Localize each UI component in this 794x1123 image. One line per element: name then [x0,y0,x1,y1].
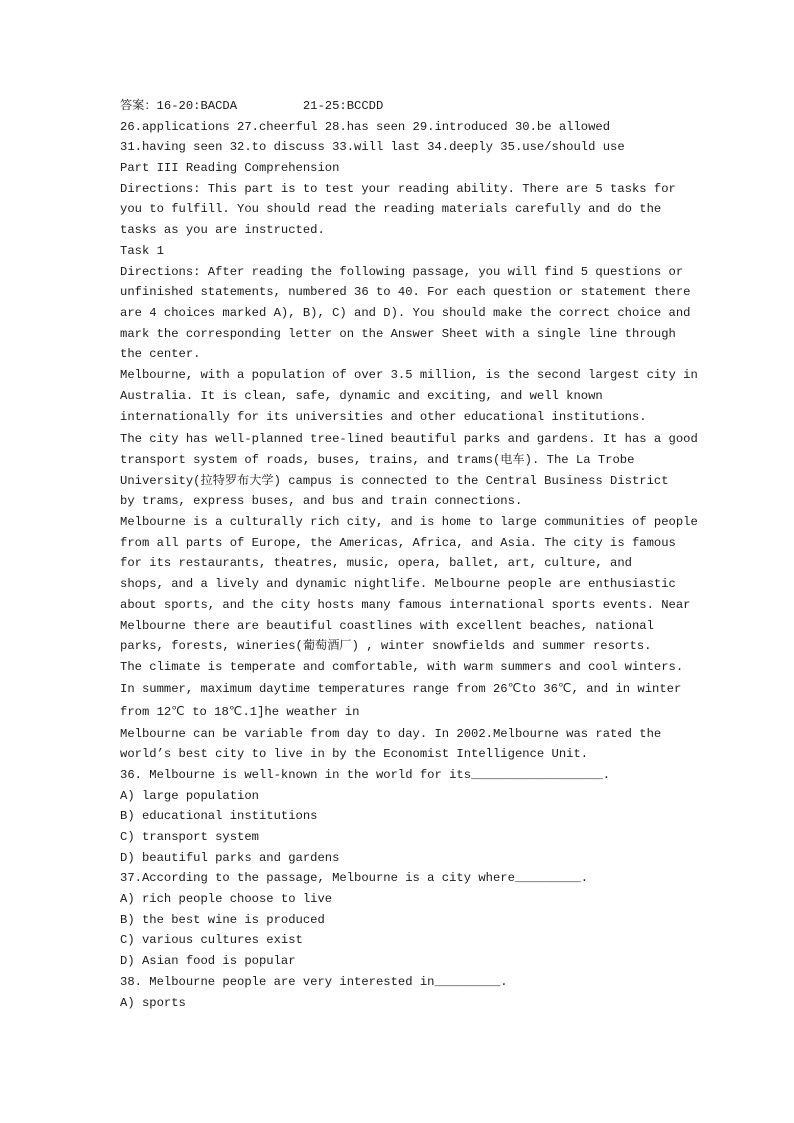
answer-key-line: 26.applications 27.cheerful 28.has seen 29.introduced 30.be allowed [120,119,611,134]
passage-text: internationally for its universities and other educational institutions. [120,410,647,425]
passage-text: Melbourne can be variable from day to day. In 2002.Melbourne was rated the [120,726,662,741]
answer-key-line: 31.having seen 32.to discuss 33.will last 34.deeply 35.use/should use [120,140,625,155]
passage-text: University(拉特罗布大学) campus is connected to the Central Business District [120,473,669,488]
passage-text: Melbourne, with a population of over 3.5 million, is the second largest city in [120,367,698,382]
task-heading: Task 1 [120,243,164,258]
passage-text: The city has well-planned tree-lined beautiful parks and gardens. It has a good [120,432,698,447]
task-directions: mark the corresponding letter on the Answer Sheet with a single line through [120,326,676,341]
passage-text: Australia. It is clean, safe, dynamic and exciting, and well known [120,388,603,403]
option-c: C) various cultures exist [120,933,303,948]
answer-key-line: 答案：16-20:BACDA 21-25:BCCDD [120,99,384,113]
passage-text: Melbourne there are beautiful coastlines with excellent beaches, national [120,618,654,633]
option-b: B) the best wine is produced [120,912,325,927]
passage-text: The climate is temperate and comfortable, with warm summers and cool winters. [120,659,684,674]
task-directions: unfinished statements, numbered 36 to 40. For each question or statement there [120,285,691,300]
passage-text: Melbourne is a culturally rich city, and is home to large communities of people [120,515,698,530]
passage-text: parks, forests, wineries(葡萄酒厂) , winter snowfields and summer resorts. [120,639,652,654]
task-directions: Directions: After reading the following passage, you will find 5 questions or [120,264,684,279]
passage-text: from all parts of Europe, the Americas, Africa, and Asia. The city is famous [120,535,676,550]
passage-text: world’s best city to live in by the Economist Intelligence Unit. [120,747,589,762]
option-a: A) large population [120,788,259,803]
passage-text: about sports, and the city hosts many famous international sports events. Near [120,597,691,612]
document-page [120,96,698,1013]
passage-text: by trams, express buses, and bus and train connections. [120,494,523,509]
question-37: 37.According to the passage, Melbourne is a city where_________. [120,871,589,886]
passage-text: transport system of roads, buses, trains, and trams(电车). The La Trobe [120,453,635,467]
question-36: 36. Melbourne is well-known in the world for its__________________. [120,767,611,782]
directions-text: Directions: This part is to test your reading ability. There are 5 tasks for [120,181,676,196]
passage-text: for its restaurants, theatres, music, opera, ballet, art, culture, and [120,556,632,571]
option-b: B) educational institutions [120,809,318,824]
passage-text: shops, and a lively and dynamic nightlife. Melbourne people are enthusiastic [120,577,676,592]
option-d: D) Asian food is popular [120,954,296,969]
section-heading: Part III Reading Comprehension [120,161,340,176]
task-directions: are 4 choices marked A), B), C) and D). You should make the correct choice and [120,305,691,320]
directions-text: tasks as you are instructed. [120,223,325,238]
passage-text: from 12℃ to 18℃.1]he weather in [120,704,360,719]
option-d: D) beautiful parks and gardens [120,850,340,865]
passage-text: In summer, maximum daytime temperatures range from 26℃to 36℃, and in winter [120,681,682,696]
option-c: C) transport system [120,830,259,844]
directions-text: you to fulfill. You should read the reading materials carefully and do the [120,202,662,217]
option-a: A) sports [120,995,186,1010]
option-a: A) rich people choose to live [120,892,333,907]
question-38: 38. Melbourne people are very interested in_________. [120,974,508,989]
task-directions: the center. [120,347,201,362]
